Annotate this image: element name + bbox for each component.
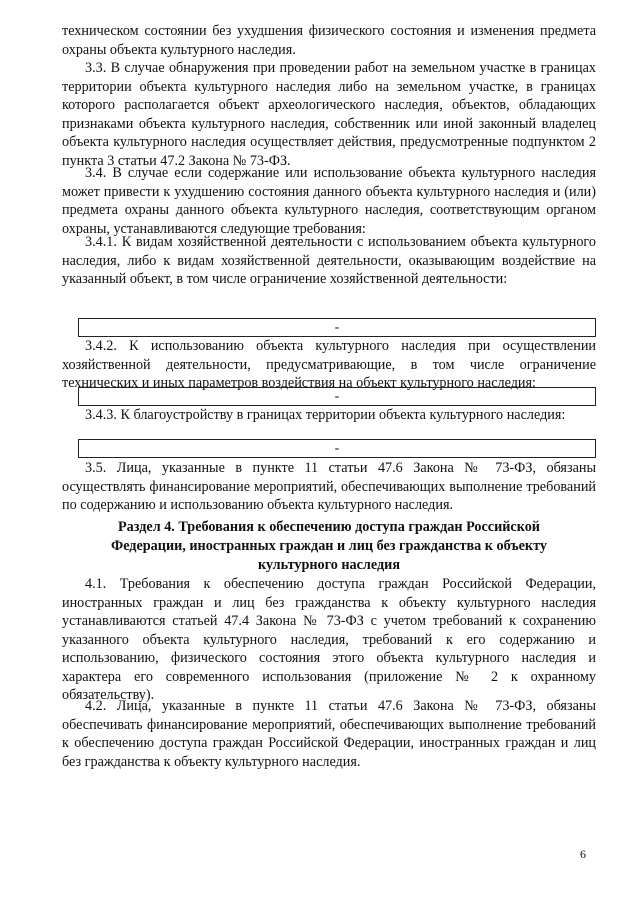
paragraph-continuation: техническом состоянии без ухудшения физического состояния и изменения предмета охраны объекта культурного наследия.: [62, 23, 596, 58]
requirement-field-1: -: [78, 318, 596, 337]
page-number: 6: [580, 847, 586, 861]
paragraph-3-5: 3.5. Лица, указанные в пункте 11 статьи 47.6 Закона № 73-ФЗ, обязаны осуществлять финансирование мероприятий, обеспечивающих выполнение требований по содержанию и использованию объекта культурного наследия.: [62, 460, 596, 513]
section-4-heading-line-1: Раздел 4. Требования к обеспечению доступа граждан Российской: [118, 519, 540, 535]
paragraph-4-2: 4.2. Лица, указанные в пункте 11 статьи 47.6 Закона № 73-ФЗ, обязаны обеспечивать финансирование мероприятий, обеспечивающих выполнение требований к обеспечению доступа граждан Российской Федерации, иностранных граждан и лиц без гражданства к объекту культурного наследия.: [62, 698, 596, 770]
paragraph-3-4-3: 3.4.3. К благоустройству в границах территории объекта культурного наследия:: [85, 407, 566, 423]
section-4-heading-line-2: Федерации, иностранных граждан и лиц без гражданства к объекту: [111, 538, 547, 554]
section-4-heading-line-3: культурного наследия: [257, 557, 401, 573]
requirement-field-3: -: [78, 439, 596, 458]
requirement-field-2: -: [78, 387, 596, 406]
paragraph-3-3: 3.3. В случае обнаружения при проведении работ на земельном участке в границах территории объекта культурного наследия либо на земельном участке, в границах которого располагается объект археологического наследия, объектов, обладающих признаками объекта культурного наследия, собственник или иной законный владелец объекта культурного наследия осуществляет действия, предусмотренные подпунктом 2 пункта 3 статьи 47.2 Закона № 73-ФЗ.: [62, 60, 596, 169]
paragraph-4-1: 4.1. Требования к обеспечению доступа граждан Российской Федерации, иностранных граждан и лиц без гражданства к объекту культурного наследия устанавливаются статьей 47.4 Закона № 73-ФЗ с учетом требований к сохранению указанного объекта культурного наследия, требований к его содержанию и использованию, физического состояния этого объекта культурного наследия и характера его современного использования (приложение № 2 к охранному обязательству).: [62, 576, 596, 703]
paragraph-3-4: 3.4. В случае если содержание или использование объекта культурного наследия может привести к ухудшению состояния данного объекта культурного наследия и (или) предмета охраны данного объекта культурного наследия, соответствующим органом охраны, устанавливаются следующие требования:: [62, 165, 596, 237]
section-4-heading: [62, 518, 596, 575]
paragraph-3-4-2: 3.4.2. К использованию объекта культурного наследия при осуществлении хозяйственной деятельности, предусматривающие, в том числе ограничение технических и иных параметров воздействия на объект культурного наследия:: [62, 338, 596, 391]
paragraph-3-4-1: 3.4.1. К видам хозяйственной деятельности с использованием объекта культурного наследия, либо к видам хозяйственной деятельности, оказывающим воздействие на указанный объект, в том числе ограничение хозяйственной деятельности:: [62, 234, 596, 287]
